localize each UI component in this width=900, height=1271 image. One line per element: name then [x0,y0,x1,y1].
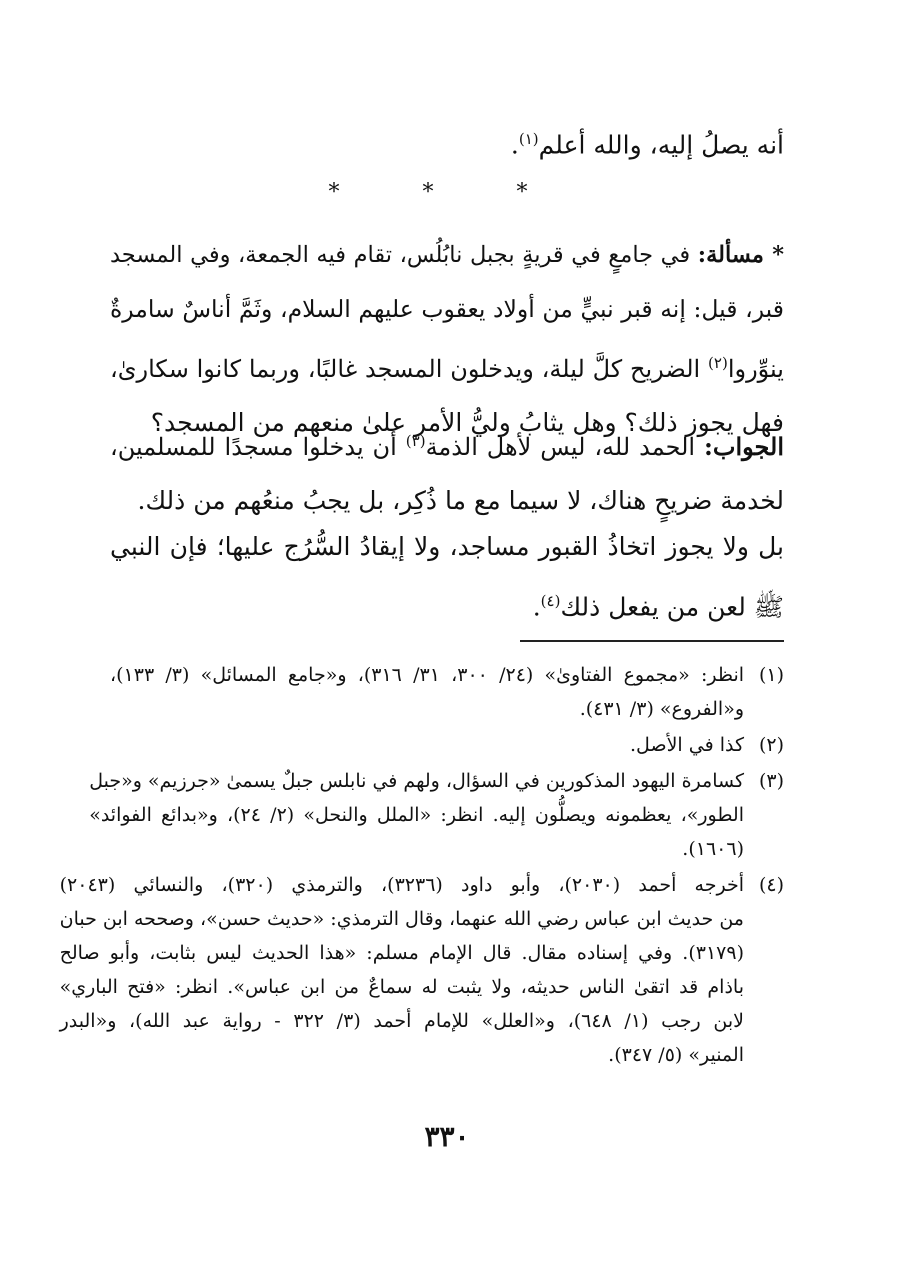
footnote-1 [110,658,784,726]
answer-text-1a: الحمد لله، ليس لأهل الذمة [425,433,696,461]
footnote-ref-3[interactable]: (٣) [405,432,426,450]
question-line-2: قبر، قيل: إنه قبر نبيٍّ من أولاد يعقوب عليهم السلام، وثَمَّ أناسٌ سامرةٌ [110,295,784,323]
footnote-text [89,764,744,866]
footnote-number: (٤) [758,874,784,896]
question-label: * مسألة: [697,242,784,268]
footnote-text [110,728,744,762]
body-line-1: بل ولا يجوز اتخاذُ القبور مساجد، ولا إيقادُ السُّرُج عليها؛ فإن النبي [110,532,784,561]
footnote-line: أخرجه أحمد (٢٠٣٠)، وأبو داود (٣٢٣٦)، والترمذي (٣٢٠)، والنسائي (٢٠٤٣) [59,874,744,896]
footnote-4 [59,868,784,1072]
section-separator: * * * [328,180,566,205]
closing-text: أنه يصلُ إليه، والله أعلم [538,130,784,160]
footnote-ref-4[interactable]: (٤) [540,592,561,610]
body-paragraph [110,520,784,634]
page-number: ٣٣٠ [424,1120,470,1153]
closing-end: . [510,130,519,160]
body-line-2 [110,574,784,634]
footnote-text [110,658,744,726]
footnote-line: لابن رجب (١/ ٦٤٨)، و«العلل» للإمام أحمد (٣/ ٣٢٢ - رواية عبد الله)، و«البدر [59,1010,744,1032]
document-page [59,0,784,1271]
question-text-1: في جامعٍ في قريةٍ بجبل نابُلُس، تقام فيه الجمعة، وفي المسجد [110,242,691,268]
footnote-line: انظر: «مجموع الفتاوىٰ» (٢٤/ ٣٠٠، ٣١/ ٣١٦)، و«جامع المسائل» (٣/ ١٣٣)، [110,664,745,686]
body-text-2: ﷺ لعن من يفعل ذلك [560,592,784,622]
question-text-3a: ينوِّروا [727,355,784,383]
footnote-line: كسامرة اليهود المذكورين في السؤال، ولهم في نابلس جبلٌ يسمىٰ «جرزيم» و«جبل [89,770,744,792]
answer-paragraph [110,414,784,528]
footnote-number: (٣) [758,770,784,792]
footnote-line: الطور»، يعظمونه ويصلُّون إليه. انظر: «الملل والنحل» (٢/ ٢٤)، و«بدائع الفوائد» [89,804,744,826]
footnote-ref-1[interactable]: (١) [518,130,539,148]
footnote-text [60,868,744,1072]
question-line-1 [110,228,784,282]
answer-line-2: لخدمة ضريحٍ هناك، لا سيما مع ما ذُكِر، بل يجبُ منعُهم من ذلك. [137,486,784,515]
body-text-2-end: . [532,592,541,622]
footnote-number: (٢) [758,734,784,756]
answer-text-1b: أن يدخلوا مسجدًا للمسلمين، [110,433,397,461]
closing-line [110,112,784,172]
footnote-line: (٣١٧٩). وفي إسناده مقال. قال الإمام مسلم: «هذا الحديث ليس بثابت، وأبو صالح [59,942,744,964]
footnote-3 [89,764,784,866]
footnote-line: كذا في الأصل. [630,734,744,756]
footnote-number: (١) [758,664,784,686]
footnote-divider [520,640,784,642]
footnote-line: المنير» (٥/ ٣٤٧). [608,1044,744,1066]
question-line-3 [110,336,784,396]
footnote-line: و«الفروع» (٣/ ٤٣١). [579,698,744,720]
footnote-line: (١٦٠٦). [682,838,744,860]
question-text-3b: الضريح كلَّ ليلة، ويدخلون المسجد غالبًا، وربما كانوا سكارىٰ، [110,355,701,383]
question-line-4: فهل يجوز ذلك؟ وهل يثابُ وليُّ الأمر علىٰ منعهم من المسجد؟ [150,408,784,437]
footnote-line: باذام قد اتقىٰ الناس حديثه، ولا يثبت له سماعٌ من ابن عباس». انظر: «فتح الباري» [59,976,744,998]
footnote-line: من حديث ابن عباس رضي الله عنهما، وقال الترمذي: «حديث حسن»، وصححه ابن حبان [59,908,744,930]
answer-label: الجواب: [704,432,784,461]
answer-line-1 [110,414,784,474]
footnote-ref-2[interactable]: (٢) [708,354,728,372]
footnote-2 [110,728,784,762]
footnotes [59,658,784,1074]
